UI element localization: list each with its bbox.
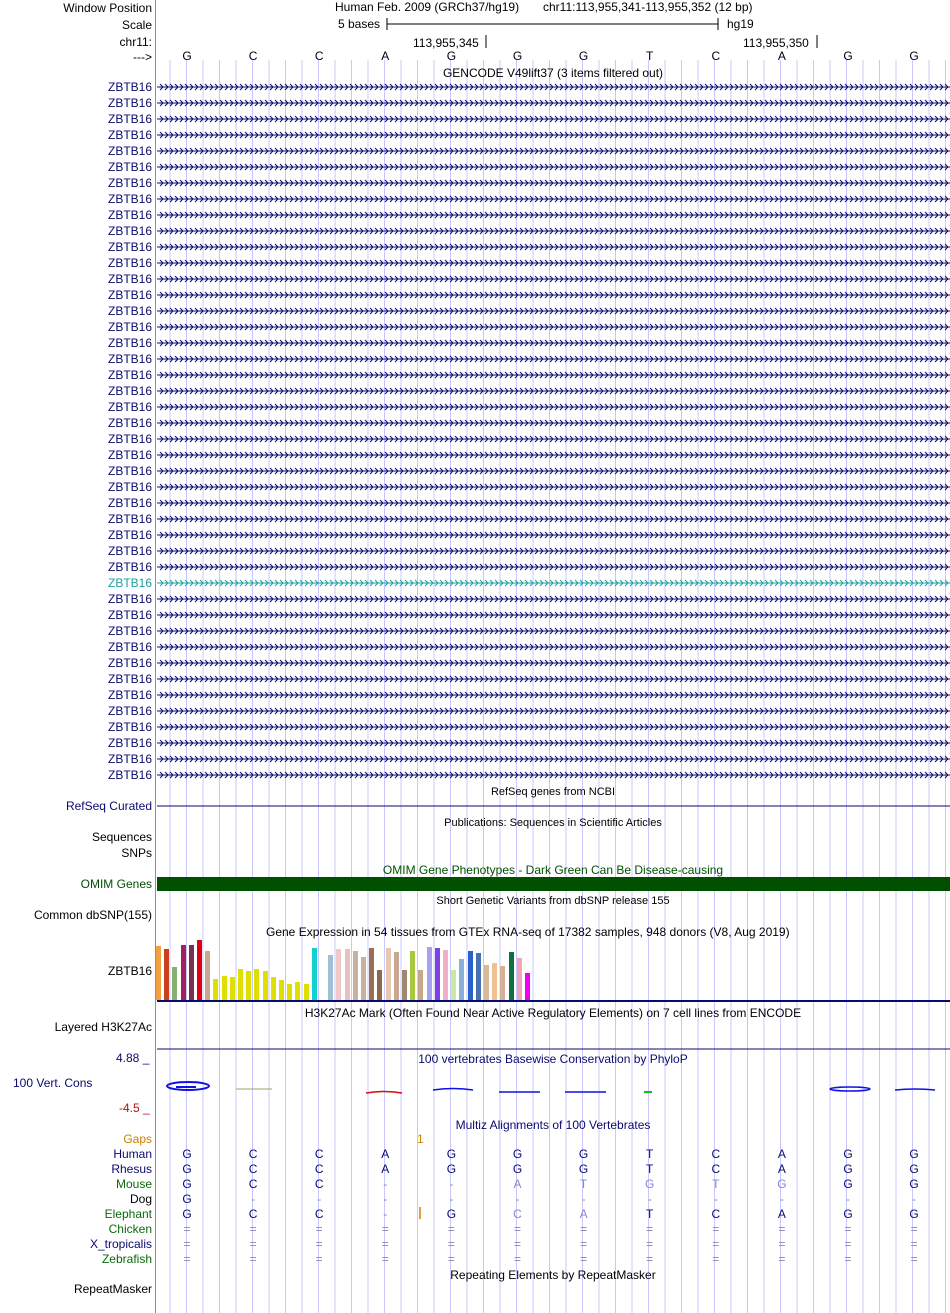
aligned-base: =: [315, 1222, 323, 1236]
species-label[interactable]: Human: [113, 1147, 152, 1161]
reference-base: C: [248, 49, 258, 63]
reference-base: G: [578, 49, 589, 63]
aligned-base: =: [778, 1237, 786, 1251]
aligned-base: =: [513, 1252, 521, 1266]
aligned-base: C: [314, 1207, 324, 1221]
aligned-base: =: [646, 1252, 654, 1266]
aligned-base: T: [712, 1177, 720, 1191]
reference-base: G: [909, 49, 919, 63]
chrom-label: chr11:: [119, 35, 152, 49]
gene-label[interactable]: ZBTB16: [107, 224, 152, 238]
gene-label[interactable]: ZBTB16: [107, 560, 152, 574]
aligned-base: G: [182, 1177, 192, 1191]
aligned-base: -: [912, 1192, 917, 1206]
gene-label[interactable]: ZBTB16: [107, 208, 152, 222]
reference-base: G: [446, 49, 457, 63]
refseq-track-title: RefSeq genes from NCBI: [490, 786, 616, 798]
species-label[interactable]: Zebrafish: [101, 1252, 152, 1266]
publications-track-title: Publications: Sequences in Scientific Articles: [444, 817, 662, 829]
aligned-base: G: [446, 1147, 457, 1161]
h3k27ac-track-label[interactable]: Layered H3K27Ac: [54, 1020, 152, 1034]
gene-label[interactable]: ZBTB16: [107, 512, 152, 526]
aligned-base: C: [711, 1207, 721, 1221]
aligned-base: =: [381, 1252, 389, 1266]
aligned-base: =: [183, 1252, 191, 1266]
gene-label[interactable]: ZBTB16: [107, 288, 152, 302]
aligned-base: -: [449, 1177, 454, 1191]
aligned-base: -: [581, 1192, 586, 1206]
dbsnp-track-label[interactable]: Common dbSNP(155): [33, 908, 152, 922]
gaps-count: 1: [417, 1132, 424, 1146]
gene-label[interactable]: ZBTB16: [107, 464, 152, 478]
species-label[interactable]: Chicken: [108, 1222, 152, 1236]
tick-label-2: 113,955,350: [743, 36, 809, 50]
species-label[interactable]: Dog: [129, 1192, 152, 1206]
aligned-base: -: [383, 1177, 388, 1191]
aligned-base: G: [843, 1147, 853, 1161]
aligned-base: =: [646, 1237, 654, 1251]
phylop-max-value: 4.88 _: [116, 1051, 150, 1065]
omim-track-label[interactable]: OMIM Genes: [80, 877, 152, 891]
gene-label[interactable]: ZBTB16: [107, 96, 152, 110]
aligned-base: =: [249, 1222, 257, 1236]
aligned-base: G: [578, 1147, 589, 1161]
aligned-base: C: [248, 1147, 258, 1161]
aligned-base: =: [447, 1222, 455, 1236]
reference-base: C: [711, 49, 721, 63]
aligned-base: G: [182, 1162, 192, 1176]
aligned-base: =: [381, 1237, 389, 1251]
gene-label[interactable]: ZBTB16: [107, 432, 152, 446]
position-range: chr11:113,955,341-113,955,352 (12 bp): [543, 0, 753, 14]
aligned-base: C: [248, 1177, 258, 1191]
gene-label[interactable]: ZBTB16: [107, 720, 152, 734]
window-position-label: Window Position: [63, 1, 152, 15]
aligned-base: T: [579, 1177, 588, 1191]
aligned-base: G: [512, 1147, 523, 1161]
phylop-track-title: 100 vertebrates Basewise Conservation by PhyloP: [418, 1052, 688, 1066]
gene-label[interactable]: ZBTB16: [107, 624, 152, 638]
aligned-base: -: [251, 1192, 256, 1206]
gene-label[interactable]: ZBTB16: [107, 400, 152, 414]
h3k27ac-track-title: H3K27Ac Mark (Often Found Near Active Regulatory Elements) on 7 cell lines from ENCODE: [304, 1006, 802, 1020]
gene-label[interactable]: ZBTB16: [107, 752, 152, 766]
species-label[interactable]: Mouse: [115, 1177, 152, 1191]
scale-label: Scale: [121, 18, 152, 32]
aligned-base: =: [712, 1237, 720, 1251]
aligned-base: =: [580, 1222, 588, 1236]
aligned-base: =: [315, 1252, 323, 1266]
aligned-base: G: [578, 1162, 589, 1176]
aligned-base: C: [248, 1207, 258, 1221]
aligned-base: -: [647, 1192, 652, 1206]
aligned-base: C: [314, 1162, 324, 1176]
aligned-base: =: [513, 1222, 521, 1236]
gene-label[interactable]: ZBTB16: [107, 528, 152, 542]
aligned-base: G: [645, 1177, 655, 1191]
aligned-base: =: [844, 1237, 852, 1251]
gene-label[interactable]: ZBTB16: [107, 656, 152, 670]
aligned-base: G: [182, 1207, 192, 1221]
gene-label[interactable]: ZBTB16: [107, 592, 152, 606]
aligned-base: =: [646, 1222, 654, 1236]
scale-text: 5 bases: [338, 17, 381, 31]
snps-track-label[interactable]: SNPs: [121, 846, 152, 860]
species-label[interactable]: Elephant: [104, 1207, 152, 1221]
aligned-base: G: [909, 1162, 919, 1176]
gene-label[interactable]: ZBTB16: [107, 688, 152, 702]
gene-label[interactable]: ZBTB16: [107, 672, 152, 686]
gtex-track-title: Gene Expression in 54 tissues from GTEx RNA-seq of 17382 samples, 948 donors (V8, Aug 2019): [266, 925, 790, 939]
gene-label[interactable]: ZBTB16: [107, 80, 152, 94]
reference-base: A: [381, 49, 390, 63]
aligned-base: =: [447, 1237, 455, 1251]
strand-label: --->: [133, 50, 152, 64]
aligned-base: T: [646, 1162, 654, 1176]
reference-base: G: [843, 49, 853, 63]
gencode-track-title: GENCODE V49lift37 (3 items filtered out): [442, 66, 664, 80]
gene-label[interactable]: ZBTB16: [107, 160, 152, 174]
gene-label[interactable]: ZBTB16: [107, 496, 152, 510]
gene-label[interactable]: ZBTB16: [107, 576, 152, 590]
aligned-base: =: [844, 1222, 852, 1236]
aligned-base: A: [777, 1162, 786, 1176]
gene-label[interactable]: ZBTB16: [107, 192, 152, 206]
aligned-base: G: [843, 1207, 853, 1221]
aligned-base: -: [317, 1192, 322, 1206]
gene-label[interactable]: ZBTB16: [107, 448, 152, 462]
gene-label[interactable]: ZBTB16: [107, 304, 152, 318]
aligned-base: -: [713, 1192, 718, 1206]
gene-label[interactable]: ZBTB16: [107, 176, 152, 190]
aligned-base: A: [381, 1162, 390, 1176]
aligned-base: =: [778, 1222, 786, 1236]
aligned-base: -: [846, 1192, 850, 1206]
aligned-base: -: [515, 1192, 520, 1206]
aligned-base: A: [777, 1147, 786, 1161]
db-label: hg19: [727, 17, 754, 31]
aligned-base: A: [381, 1147, 390, 1161]
aligned-base: C: [248, 1162, 258, 1176]
aligned-base: =: [778, 1252, 786, 1266]
phylop-track-label[interactable]: 100 Vert. Cons: [13, 1076, 93, 1090]
gene-label[interactable]: ZBTB16: [107, 640, 152, 654]
aligned-base: -: [449, 1192, 454, 1206]
aligned-base: C: [711, 1147, 721, 1161]
aligned-base: C: [513, 1207, 522, 1221]
aligned-base: -: [383, 1192, 388, 1206]
dbsnp-track-title: Short Genetic Variants from dbSNP release 155: [436, 895, 670, 907]
multiz-track-title: Multiz Alignments of 100 Vertebrates: [455, 1118, 651, 1132]
aligned-base: =: [910, 1237, 918, 1251]
aligned-base: =: [447, 1252, 455, 1266]
gene-label[interactable]: ZBTB16: [107, 384, 152, 398]
aligned-base: G: [843, 1162, 853, 1176]
aligned-base: G: [843, 1177, 853, 1191]
aligned-base: A: [777, 1207, 786, 1221]
gene-label[interactable]: ZBTB16: [107, 336, 152, 350]
repeatmasker-track-title: Repeating Elements by RepeatMasker: [450, 1268, 656, 1282]
omim-track-title: OMIM Gene Phenotypes - Dark Green Can Be Disease-causing: [382, 863, 724, 877]
gene-label[interactable]: ZBTB16: [107, 368, 152, 382]
reference-base: G: [182, 49, 192, 63]
repeatmasker-track-label[interactable]: RepeatMasker: [73, 1282, 152, 1296]
sequences-track-label[interactable]: Sequences: [91, 830, 152, 844]
aligned-base: G: [909, 1207, 919, 1221]
aligned-base: C: [711, 1162, 721, 1176]
gene-label[interactable]: ZBTB16: [107, 544, 152, 558]
aligned-base: A: [513, 1177, 522, 1191]
aligned-base: =: [183, 1222, 191, 1236]
aligned-base: G: [512, 1162, 523, 1176]
species-label[interactable]: X_tropicalis: [89, 1237, 152, 1251]
aligned-base: G: [909, 1147, 919, 1161]
gene-label[interactable]: ZBTB16: [107, 256, 152, 270]
assembly-title: Human Feb. 2009 (GRCh37/hg19): [335, 0, 520, 14]
gene-label[interactable]: ZBTB16: [107, 272, 152, 286]
gaps-label: Gaps: [123, 1132, 152, 1146]
aligned-base: =: [910, 1252, 918, 1266]
aligned-base: =: [381, 1222, 389, 1236]
aligned-base: G: [446, 1207, 457, 1221]
gene-label[interactable]: ZBTB16: [107, 352, 152, 366]
aligned-base: =: [910, 1222, 918, 1236]
aligned-base: C: [314, 1177, 324, 1191]
gene-label[interactable]: ZBTB16: [107, 240, 152, 254]
aligned-base: =: [712, 1222, 720, 1236]
aligned-base: =: [249, 1237, 257, 1251]
aligned-base: G: [182, 1192, 192, 1206]
aligned-base: G: [446, 1162, 457, 1176]
gene-label[interactable]: ZBTB16: [107, 144, 152, 158]
reference-base: T: [646, 49, 654, 63]
reference-base: C: [314, 49, 324, 63]
aligned-base: -: [383, 1207, 388, 1221]
gene-label[interactable]: ZBTB16: [107, 704, 152, 718]
aligned-base: =: [580, 1252, 588, 1266]
reference-base: G: [512, 49, 523, 63]
aligned-base: =: [315, 1237, 323, 1251]
species-label[interactable]: Rhesus: [111, 1162, 152, 1176]
gene-label[interactable]: ZBTB16: [107, 112, 152, 126]
refseq-track-label[interactable]: RefSeq Curated: [65, 799, 152, 813]
aligned-base: T: [646, 1207, 654, 1221]
aligned-base: T: [646, 1147, 654, 1161]
gene-label[interactable]: ZBTB16: [107, 480, 152, 494]
gene-label[interactable]: ZBTB16: [107, 128, 152, 142]
gene-label[interactable]: ZBTB16: [107, 736, 152, 750]
gene-label[interactable]: ZBTB16: [107, 320, 152, 334]
gene-label[interactable]: ZBTB16: [107, 608, 152, 622]
aligned-base: A: [579, 1207, 588, 1221]
aligned-base: G: [182, 1147, 192, 1161]
gene-label[interactable]: ZBTB16: [107, 416, 152, 430]
aligned-base: =: [513, 1237, 521, 1251]
aligned-base: =: [712, 1252, 720, 1266]
phylop-min-value: -4.5 _: [119, 1101, 150, 1115]
aligned-base: =: [249, 1252, 257, 1266]
aligned-base: G: [777, 1177, 787, 1191]
tick-label-1: 113,955,345: [413, 36, 479, 50]
aligned-base: C: [314, 1147, 324, 1161]
aligned-base: =: [580, 1237, 588, 1251]
gtex-track-label[interactable]: ZBTB16: [107, 964, 152, 978]
reference-base: A: [777, 49, 786, 63]
aligned-base: -: [779, 1192, 784, 1206]
gene-label[interactable]: ZBTB16: [107, 768, 152, 782]
aligned-base: =: [844, 1252, 852, 1266]
aligned-base: G: [909, 1177, 919, 1191]
aligned-base: =: [183, 1237, 191, 1251]
